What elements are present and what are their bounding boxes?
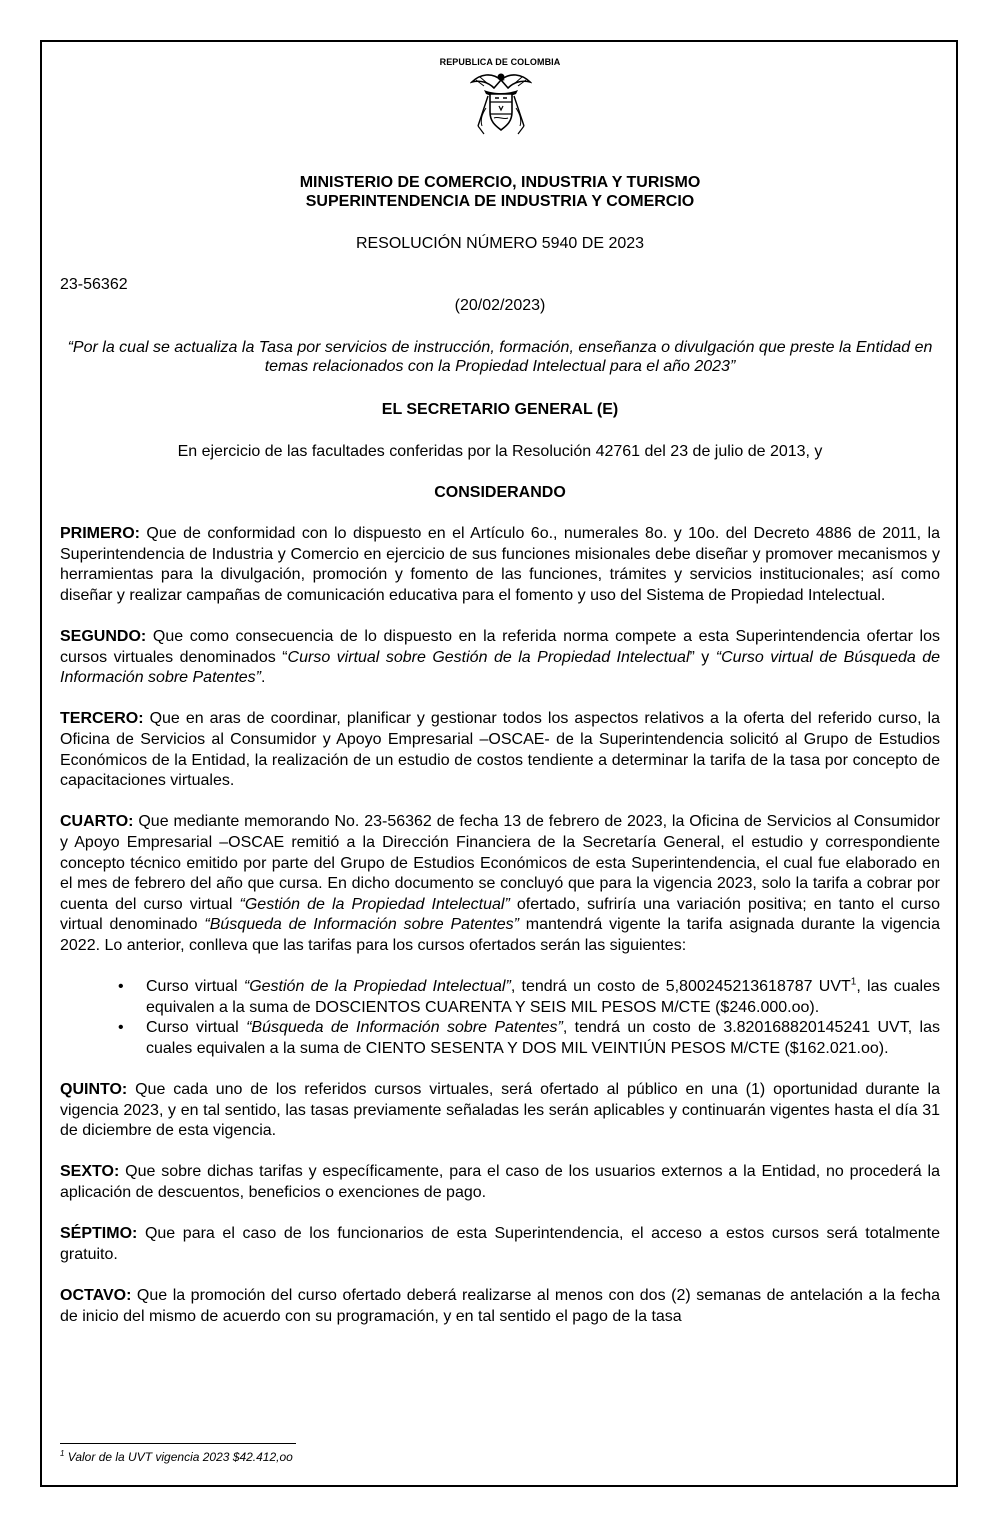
- footnote-text: Valor de la UVT vigencia 2023 $42.412,oo: [64, 1450, 293, 1464]
- footnote: [60, 1450, 293, 1464]
- paragraph-label: PRIMERO:: [60, 525, 140, 542]
- filing-number: 23-56362: [60, 276, 128, 293]
- paragraph-sexto: [60, 1162, 940, 1203]
- paragraph-label: QUINTO:: [60, 1081, 128, 1099]
- paragraph-label: TERCERO:: [60, 710, 144, 728]
- page-frame: [40, 40, 958, 1487]
- list-item-text: Curso virtual: [146, 978, 244, 996]
- paragraph-text: ” y: [689, 648, 716, 666]
- paragraph-text: mantendrá vigente la tarifa asignada durante la vigencia 2022. Lo anterior, conlleva que las tarifas para los cursos ofertados serán las siguientes:: [60, 916, 940, 954]
- paragraph-cuarto: [60, 812, 940, 956]
- paragraph-octavo: [60, 1286, 940, 1327]
- course-name: “Curso virtual de Búsqueda de Información sobre Patentes”: [60, 648, 941, 687]
- colombia-coat-of-arms-icon: [470, 68, 532, 138]
- considerations-body: [60, 524, 940, 1348]
- paragraph-primero: [60, 524, 940, 606]
- paragraph-tercero: [60, 709, 940, 791]
- footnote-mark: 1: [60, 1449, 65, 1458]
- tariff-list: [60, 977, 940, 1059]
- paragraph-label: SÉPTIMO:: [60, 1225, 138, 1243]
- resolution-date: (20/02/2023): [454, 297, 546, 314]
- paragraph-text: Que mediante memorando No. 23-56362 de fecha 13 de febrero de 2023, la Oficina de Servicios al Consumidor y Apoyo Empresarial –OSCAE remitió a la Dirección Financiera de la Secretaría General, el estudio y correspondiente concepto técnico emitido por parte del Grupo de Estudios Económicos de esta Superintendencia, el cual fue elaborado en el mes de febrero del año que cursa. En dicho documento se concluyó que para la vigencia 2023, solo la tarifa a cobrar por cuenta del curso virtual: [60, 813, 940, 913]
- list-item: [118, 1018, 940, 1059]
- bullet-icon: •: [118, 1019, 124, 1037]
- paragraph-quinto: [60, 1080, 940, 1142]
- authority-clause: En ejercicio de las facultades conferidas por la Resolución 42761 del 23 de julio de 2013, y: [177, 443, 823, 460]
- list-item-text: Curso virtual: [146, 1019, 247, 1037]
- superintendencia-name: SUPERINTENDENCIA DE INDUSTRIA Y COMERCIO: [305, 193, 695, 210]
- paragraph-label: SEGUNDO:: [60, 627, 147, 645]
- paragraph-text: ofertado, sufriría una variación positiva; en tanto el curso virtual denominado: [60, 895, 940, 934]
- resolution-number: RESOLUCIÓN NÚMERO 5940 DE 2023: [355, 235, 645, 252]
- footnote-divider: [60, 1443, 296, 1444]
- paragraph-septimo: [60, 1224, 940, 1265]
- paragraph-segundo: [60, 627, 940, 689]
- course-name: “Gestión de la Propiedad Intelectual”: [243, 978, 511, 996]
- paragraph-text: Que como consecuencia de lo dispuesto en la referida norma compete a esta Superintendencia ofertar los cursos virtuales denominados “: [60, 627, 940, 666]
- republica-heading: REPUBLICA DE COLOMBIA: [439, 57, 561, 67]
- list-item-text: , tendrá un costo de 5,800245213618787 UVT: [510, 978, 851, 996]
- course-name: “Búsqueda de Información sobre Patentes”: [246, 1019, 563, 1037]
- paragraph-text: Que cada uno de los referidos cursos virtuales, será ofertado al público en una (1) oportunidad durante la vigencia 2023, y en tal sentido, las tasas previamente señaladas les serán aplicables y continuarán vigentes hasta el día 31 de diciembre de esta vigencia.: [60, 1081, 940, 1140]
- list-item: [118, 976, 941, 1018]
- paragraph-text: Que sobre dichas tarifas y específicamente, para el caso de los usuarios externos a la Entidad, no procederá la aplicación de descuentos, beneficios o exenciones de pago.: [60, 1163, 940, 1201]
- bullet-icon: •: [118, 978, 124, 996]
- paragraph-text: Que de conformidad con lo dispuesto en el Artículo 6o., numerales 8o. y 10o. del Decreto 4886 de 2011, la Superintendencia de Industria y Comercio en ejercicio de sus funciones misionales debe diseñar y promover mecanismos y herramientas para la divulgación, promoción y fomento de las funciones, trámites y servicios institucionales; así como diseñar y realizar campañas de comunicación educativa para el fomento y uso del Sistema de Propiedad Intelectual.: [60, 525, 940, 604]
- paragraph-text: Que en aras de coordinar, planificar y gestionar todos los aspectos relativos a la oferta del referido curso, la Oficina de Servicios al Consumidor y Apoyo Empresarial –OSCAE- de la Superintendencia solicitó al Grupo de Estudios Económicos de la Entidad, la realización de un estudio de costos tendiente a determinar la tarifa de la tasa por concepto de capacitaciones virtuales.: [60, 710, 940, 790]
- list-item-text: , tendrá un costo de 3.820168820145241 UVT, las cuales equivalen a la suma de CIENTO SESENTA Y DOS MIL VEINTIÚN PESOS M/CTE ($162.021.oo).: [146, 1019, 940, 1057]
- considerando-heading: CONSIDERANDO: [434, 484, 566, 501]
- resolution-epigraph: “Por la cual se actualiza la Tasa por servicios de instrucción, formación, enseñanza o divulgación que preste la Entidad en temas relacionados con la Propiedad Intelectual para el año 2023”: [67, 339, 933, 375]
- paragraph-text: .: [261, 669, 266, 687]
- course-name: Curso virtual sobre Gestión de la Propiedad Intelectual: [287, 648, 690, 666]
- course-name: “Búsqueda de Información sobre Patentes”: [204, 916, 519, 934]
- issuing-authority: [60, 173, 940, 211]
- paragraph-label: OCTAVO:: [60, 1286, 132, 1304]
- paragraph-label: SEXTO:: [60, 1163, 120, 1181]
- ministerio-name: MINISTERIO DE COMERCIO, INDUSTRIA Y TURISMO: [299, 174, 701, 191]
- list-item-text: , las cuales equivalen a la suma de DOSCIENTOS CUARENTA Y SEIS MIL PESOS M/CTE ($246.000.oo).: [146, 978, 941, 1016]
- paragraph-text: Que la promoción del curso ofertado deberá realizarse al menos con dos (2) semanas de antelación a la fecha de inicio del mismo de acuerdo con su programación, y en tal sentido el pago de la tasa: [60, 1286, 940, 1325]
- paragraph-label: CUARTO:: [60, 813, 134, 831]
- course-name: “Gestión de la Propiedad Intelectual”: [239, 895, 510, 913]
- paragraph-text: Que para el caso de los funcionarios de esta Superintendencia, el acceso a estos cursos será totalmente gratuito.: [60, 1225, 940, 1263]
- signatory-title: EL SECRETARIO GENERAL (E): [381, 401, 619, 418]
- footnote-reference[interactable]: 1: [850, 976, 857, 988]
